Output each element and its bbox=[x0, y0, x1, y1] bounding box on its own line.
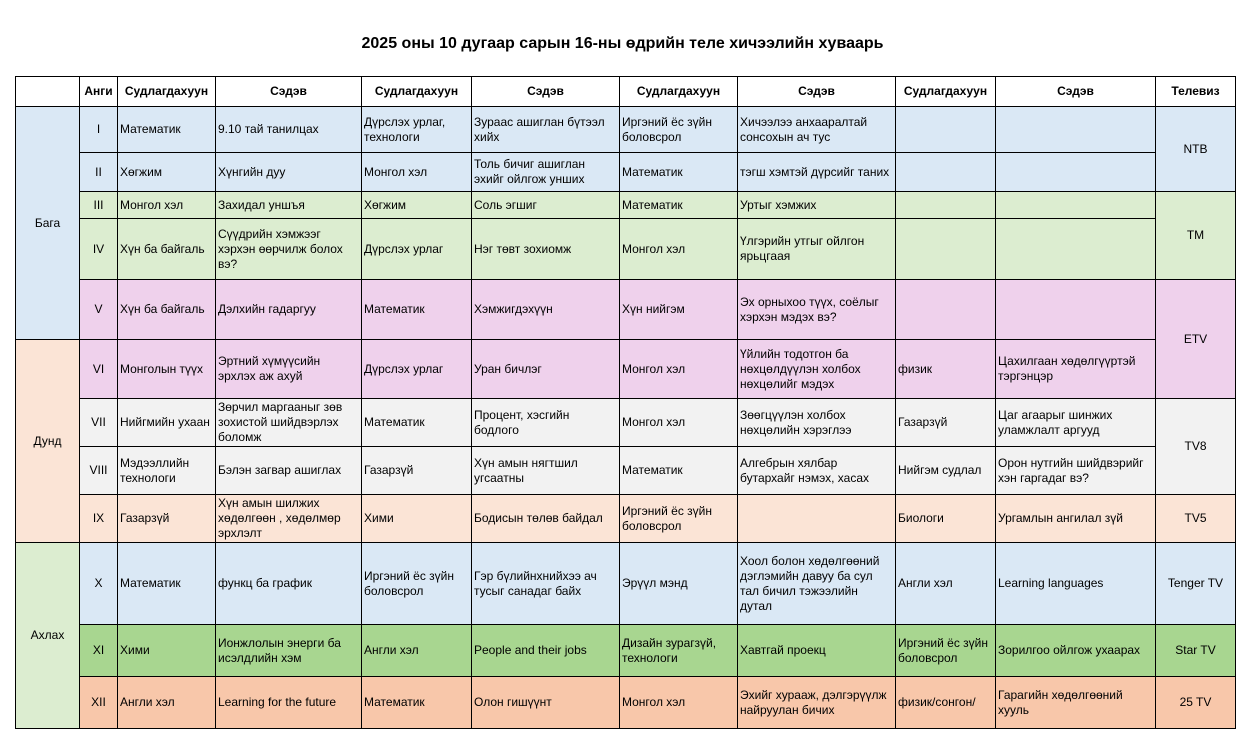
table-row bbox=[16, 625, 1236, 677]
header-cell: Судлагдахуун bbox=[118, 77, 216, 107]
topic-cell: Learning languages bbox=[996, 543, 1156, 625]
table-row bbox=[16, 219, 1236, 280]
topic-cell: Эх орныхоо түүх, соёлыг хэрхэн мэдэх вэ? bbox=[738, 280, 896, 340]
subject-cell: Монгол хэл bbox=[620, 399, 738, 447]
topic-cell: Захидал уншъя bbox=[216, 192, 362, 219]
subject-cell bbox=[896, 219, 996, 280]
topic-cell: Дэлхийн гадаргуу bbox=[216, 280, 362, 340]
topic-cell: Зөрчил маргааныг зөв зохистой шийдвэрлэх боломж bbox=[216, 399, 362, 447]
subject-cell: Газарзүй bbox=[362, 447, 472, 495]
page-title: 2025 оны 10 дугаар сарын 16-ны өдрийн теле хичээлийн хуваарь bbox=[361, 35, 884, 52]
grade-cell: VII bbox=[80, 399, 118, 447]
topic-cell: Эртний хүмүүсийн эрхлэх аж ахуй bbox=[216, 340, 362, 399]
header-cell: Сэдэв bbox=[472, 77, 620, 107]
table-row bbox=[16, 340, 1236, 399]
topic-cell: Үлгэрийн утгыг ойлгон ярьцгаая bbox=[738, 219, 896, 280]
subject-cell: Нийгэм судлал bbox=[896, 447, 996, 495]
topic-cell: Алгебрын хялбар бутархайг нэмэх, хасах bbox=[738, 447, 896, 495]
subject-cell: Хөгжим bbox=[362, 192, 472, 219]
topic-cell: Уран бичлэг bbox=[472, 340, 620, 399]
topic-cell: Уртыг хэмжих bbox=[738, 192, 896, 219]
subject-cell bbox=[896, 153, 996, 192]
table-row bbox=[16, 153, 1236, 192]
topic-cell: Ургамлын ангилал зүй bbox=[996, 495, 1156, 543]
topic-cell: Орон нутгийн шийдвэрийг хэн гаргадаг вэ? bbox=[996, 447, 1156, 495]
subject-cell bbox=[896, 280, 996, 340]
channel-cell: 25 TV bbox=[1156, 677, 1236, 729]
subject-cell: Дизайн зурагзүй, технологи bbox=[620, 625, 738, 677]
subject-cell: Математик bbox=[362, 677, 472, 729]
topic-cell: Толь бичиг ашиглан эхийг ойлгож унших bbox=[472, 153, 620, 192]
subject-cell: Дүрслэх урлаг bbox=[362, 340, 472, 399]
subject-cell: Хөгжим bbox=[118, 153, 216, 192]
header-cell: Судлагдахуун bbox=[620, 77, 738, 107]
subject-cell: Газарзүй bbox=[896, 399, 996, 447]
topic-cell: Хүн амын нягтшил угсаатны bbox=[472, 447, 620, 495]
subject-cell: Иргэний ёс зүйн боловсрол bbox=[620, 495, 738, 543]
table-row bbox=[16, 192, 1236, 219]
topic-cell: Нэг төвт зохиомж bbox=[472, 219, 620, 280]
topic-cell: Ионжлолын энерги ба исэлдлийн хэм bbox=[216, 625, 362, 677]
subject-cell: Математик bbox=[620, 153, 738, 192]
subject-cell: Хүн ба байгаль bbox=[118, 280, 216, 340]
topic-cell bbox=[996, 280, 1156, 340]
topic-cell: Зорилгоо ойлгож ухаарах bbox=[996, 625, 1156, 677]
subject-cell: Хүн ба байгаль bbox=[118, 219, 216, 280]
topic-cell bbox=[996, 192, 1156, 219]
topic-cell: Эхийг хурааж, дэлгэрүүлж найруулан бичих bbox=[738, 677, 896, 729]
subject-cell: Хими bbox=[362, 495, 472, 543]
table-row bbox=[16, 280, 1236, 340]
channel-cell: Tenger TV bbox=[1156, 543, 1236, 625]
level-cell: Бага bbox=[16, 107, 80, 340]
level-cell: Ахлах bbox=[16, 543, 80, 729]
topic-cell: Цахилгаан хөдөлгүүртэй тэргэнцэр bbox=[996, 340, 1156, 399]
subject-cell: Математик bbox=[620, 192, 738, 219]
header-cell: Судлагдахуун bbox=[896, 77, 996, 107]
table-row bbox=[16, 495, 1236, 543]
topic-cell bbox=[996, 107, 1156, 153]
grade-cell: IV bbox=[80, 219, 118, 280]
channel-cell: TM bbox=[1156, 192, 1236, 280]
topic-cell: Үйлийн тодотгон ба нөхцөлдүүлэн холбох нөхцөлийг мэдэх bbox=[738, 340, 896, 399]
topic-cell: Гарагийн хөдөлгөөний хууль bbox=[996, 677, 1156, 729]
grade-cell: VI bbox=[80, 340, 118, 399]
subject-cell: Математик bbox=[362, 399, 472, 447]
table-row bbox=[16, 677, 1236, 729]
grade-cell: I bbox=[80, 107, 118, 153]
subject-cell: Иргэний ёс зүйн боловсрол bbox=[620, 107, 738, 153]
subject-cell: Математик bbox=[118, 107, 216, 153]
grade-cell: IX bbox=[80, 495, 118, 543]
subject-cell: Эрүүл мэнд bbox=[620, 543, 738, 625]
subject-cell: Математик bbox=[362, 280, 472, 340]
subject-cell: Дүрслэх урлаг, технологи bbox=[362, 107, 472, 153]
topic-cell: Гэр бүлийнхнийхээ ач тусыг санадаг байх bbox=[472, 543, 620, 625]
channel-cell: ETV bbox=[1156, 280, 1236, 399]
table-row bbox=[16, 107, 1236, 153]
topic-cell: Соль эгшиг bbox=[472, 192, 620, 219]
topic-cell: Хавтгай проекц bbox=[738, 625, 896, 677]
subject-cell: Монгол хэл bbox=[620, 219, 738, 280]
header-cell: Сэдэв bbox=[738, 77, 896, 107]
header-cell: Анги bbox=[80, 77, 118, 107]
topic-cell bbox=[996, 219, 1156, 280]
header-row bbox=[16, 77, 1236, 107]
topic-cell: 9.10 тай танилцах bbox=[216, 107, 362, 153]
topic-cell: Зөөгцүүлэн холбох нөхцөлийн хэрэглээ bbox=[738, 399, 896, 447]
topic-cell: Зураас ашиглан бүтээл хийх bbox=[472, 107, 620, 153]
topic-cell bbox=[996, 153, 1156, 192]
channel-cell: TV8 bbox=[1156, 399, 1236, 495]
topic-cell: People and their jobs bbox=[472, 625, 620, 677]
subject-cell: Хүн нийгэм bbox=[620, 280, 738, 340]
topic-cell: тэгш хэмтэй дүрсийг таних bbox=[738, 153, 896, 192]
subject-cell: Биологи bbox=[896, 495, 996, 543]
level-cell: Дунд bbox=[16, 340, 80, 543]
topic-cell: Хоол болон хөдөлгөөний дэглэмийн давуу ба сул тал бичил тэжээлийн дутал bbox=[738, 543, 896, 625]
topic-cell bbox=[738, 495, 896, 543]
grade-cell: XI bbox=[80, 625, 118, 677]
table-row bbox=[16, 543, 1236, 625]
subject-cell: Иргэний ёс зүйн боловсрол bbox=[362, 543, 472, 625]
grade-cell: III bbox=[80, 192, 118, 219]
table-row bbox=[16, 399, 1236, 447]
subject-cell: Иргэний ёс зүйн боловсрол bbox=[896, 625, 996, 677]
subject-cell: Монгол хэл bbox=[118, 192, 216, 219]
grade-cell: V bbox=[80, 280, 118, 340]
schedule-table bbox=[15, 76, 1236, 729]
topic-cell: Хүнгийн дуу bbox=[216, 153, 362, 192]
table-row bbox=[16, 447, 1236, 495]
grade-cell: II bbox=[80, 153, 118, 192]
topic-cell: Бодисын төлөв байдал bbox=[472, 495, 620, 543]
subject-cell: Монгол хэл bbox=[620, 677, 738, 729]
channel-cell: NTB bbox=[1156, 107, 1236, 192]
subject-cell: Англи хэл bbox=[118, 677, 216, 729]
topic-cell: Олон гишүүнт bbox=[472, 677, 620, 729]
header-cell: Телевиз bbox=[1156, 77, 1236, 107]
subject-cell bbox=[896, 107, 996, 153]
subject-cell: Нийгмийн ухаан bbox=[118, 399, 216, 447]
grade-cell: VIII bbox=[80, 447, 118, 495]
subject-cell: Монгол хэл bbox=[362, 153, 472, 192]
topic-cell: Learning for the future bbox=[216, 677, 362, 729]
topic-cell: Цаг агаарыг шинжих уламжлалт аргууд bbox=[996, 399, 1156, 447]
subject-cell: Монгол хэл bbox=[620, 340, 738, 399]
header-cell: Сэдэв bbox=[216, 77, 362, 107]
channel-cell: Star TV bbox=[1156, 625, 1236, 677]
topic-cell: Хүн амын шилжих хөдөлгөөн , хөдөлмөр эрхлэлт bbox=[216, 495, 362, 543]
header-cell: Сэдэв bbox=[996, 77, 1156, 107]
subject-cell: Англи хэл bbox=[362, 625, 472, 677]
topic-cell: Процент, хэсгийн бодлого bbox=[472, 399, 620, 447]
channel-cell: TV5 bbox=[1156, 495, 1236, 543]
subject-cell: Дүрслэх урлаг bbox=[362, 219, 472, 280]
subject-cell: Хими bbox=[118, 625, 216, 677]
topic-cell: функц ба график bbox=[216, 543, 362, 625]
topic-cell: Сүүдрийн хэмжээг хэрхэн өөрчилж болох вэ? bbox=[216, 219, 362, 280]
grade-cell: XII bbox=[80, 677, 118, 729]
subject-cell bbox=[896, 192, 996, 219]
subject-cell: Монголын түүх bbox=[118, 340, 216, 399]
header-cell bbox=[16, 77, 80, 107]
subject-cell: физик bbox=[896, 340, 996, 399]
header-cell: Судлагдахуун bbox=[362, 77, 472, 107]
subject-cell: Математик bbox=[620, 447, 738, 495]
topic-cell: Хэмжигдэхүүн bbox=[472, 280, 620, 340]
grade-cell: X bbox=[80, 543, 118, 625]
subject-cell: Англи хэл bbox=[896, 543, 996, 625]
topic-cell: Бэлэн загвар ашиглах bbox=[216, 447, 362, 495]
subject-cell: Мэдээллийн технологи bbox=[118, 447, 216, 495]
subject-cell: физик/сонгон/ bbox=[896, 677, 996, 729]
subject-cell: Газарзүй bbox=[118, 495, 216, 543]
subject-cell: Математик bbox=[118, 543, 216, 625]
topic-cell: Хичээлээ анхааралтай сонсохын ач тус bbox=[738, 107, 896, 153]
